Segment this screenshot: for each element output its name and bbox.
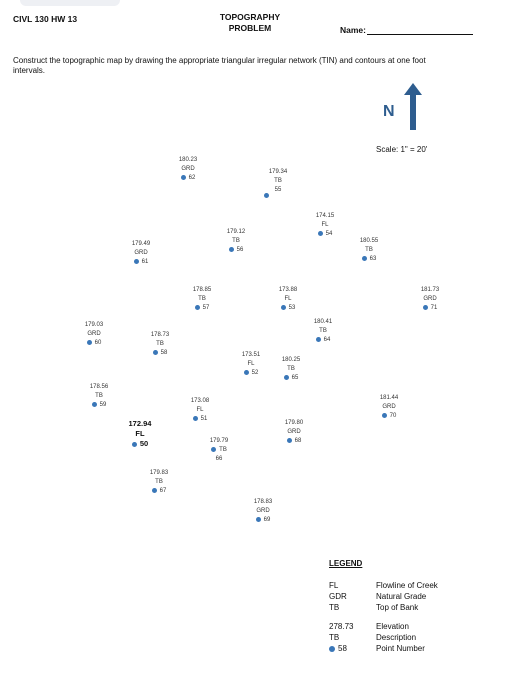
point-dot-icon bbox=[318, 231, 323, 236]
point-description: TB bbox=[95, 393, 103, 399]
point-number: 51 bbox=[200, 416, 208, 422]
point-dot-icon bbox=[152, 488, 157, 493]
survey-point bbox=[170, 397, 230, 424]
point-elevation: 178.56 bbox=[89, 384, 109, 390]
point-dot-icon bbox=[281, 305, 286, 310]
legend-dot-icon bbox=[329, 646, 335, 652]
point-elevation: 179.49 bbox=[131, 241, 151, 247]
page-title bbox=[200, 12, 300, 34]
point-elevation: 181.73 bbox=[420, 287, 440, 293]
point-dot-icon bbox=[316, 337, 321, 342]
north-arrow-icon bbox=[403, 83, 423, 131]
point-number: 58 bbox=[160, 350, 168, 356]
point-dot-icon bbox=[287, 438, 292, 443]
survey-point bbox=[233, 498, 293, 525]
survey-point bbox=[295, 212, 355, 239]
survey-point bbox=[189, 437, 249, 464]
top-tab-decoration bbox=[20, 0, 120, 6]
point-description: GRD bbox=[134, 250, 148, 256]
point-elevation: 178.83 bbox=[253, 499, 273, 505]
point-number: 57 bbox=[202, 305, 210, 311]
point-dot-icon bbox=[423, 305, 428, 310]
survey-point bbox=[261, 356, 321, 383]
point-number: 66 bbox=[215, 456, 223, 462]
point-description: TB bbox=[319, 328, 327, 334]
point-dot-icon bbox=[195, 305, 200, 310]
point-dot-icon bbox=[229, 247, 234, 252]
point-description: TB bbox=[287, 366, 295, 372]
title-line-1: TOPOGRAPHY bbox=[219, 12, 281, 22]
point-description: GRD bbox=[423, 296, 437, 302]
legend-row bbox=[329, 580, 476, 591]
point-number: 53 bbox=[288, 305, 296, 311]
point-elevation: 173.51 bbox=[241, 352, 261, 358]
legend-key: GDR bbox=[329, 592, 347, 601]
legend-title: LEGEND bbox=[329, 559, 363, 568]
point-dot-icon bbox=[284, 375, 289, 380]
point-description: FL bbox=[135, 429, 145, 438]
scale-label: Scale: 1" = 20' bbox=[376, 145, 428, 154]
point-number: 63 bbox=[369, 256, 377, 262]
legend-desc: Natural Grade bbox=[376, 592, 427, 601]
point-number: 64 bbox=[323, 337, 331, 343]
course-label: CIVL 130 HW 13 bbox=[13, 14, 78, 24]
survey-point bbox=[110, 419, 170, 449]
point-description: TB bbox=[156, 341, 164, 347]
point-dot-icon bbox=[153, 350, 158, 355]
survey-point bbox=[69, 383, 129, 410]
survey-point bbox=[158, 156, 218, 183]
point-number: 50 bbox=[139, 439, 149, 448]
point-description: GRD bbox=[256, 508, 270, 514]
point-elevation: 173.08 bbox=[190, 398, 210, 404]
point-description: TB bbox=[198, 296, 206, 302]
legend-example-desc: Elevation bbox=[376, 622, 409, 631]
legend-example-key: TB bbox=[329, 633, 340, 642]
point-elevation: 173.88 bbox=[278, 287, 298, 293]
point-dot-icon bbox=[193, 416, 198, 421]
survey-point bbox=[258, 286, 318, 313]
point-number: 65 bbox=[291, 375, 299, 381]
survey-point bbox=[400, 286, 460, 313]
legend-example-key bbox=[329, 643, 376, 654]
point-number: 52 bbox=[251, 370, 259, 376]
point-dot-icon bbox=[256, 517, 261, 522]
instructions-text: Construct the topographic map by drawing the appropriate triangular irregular network (TIN) and contours at one foot intervals. bbox=[13, 56, 426, 75]
point-description: GRD bbox=[87, 331, 101, 337]
point-dot-icon bbox=[362, 256, 367, 261]
point-number: 60 bbox=[94, 340, 102, 346]
point-elevation: 180.55 bbox=[359, 238, 379, 244]
legend-key: TB bbox=[329, 603, 340, 612]
point-elevation: 178.73 bbox=[150, 332, 170, 338]
point-description: GRD bbox=[382, 404, 396, 410]
point-dot-icon bbox=[264, 193, 269, 198]
point-number: 70 bbox=[389, 413, 397, 419]
point-number: 69 bbox=[263, 517, 271, 523]
point-number: 56 bbox=[236, 247, 244, 253]
survey-point bbox=[172, 286, 232, 313]
point-number: 71 bbox=[430, 305, 438, 311]
point-elevation: 181.44 bbox=[379, 395, 399, 401]
survey-point bbox=[206, 228, 266, 255]
survey-point bbox=[64, 321, 124, 348]
survey-point bbox=[359, 394, 419, 421]
name-label: Name: bbox=[340, 25, 366, 35]
point-dot-icon bbox=[244, 370, 249, 375]
point-number: 62 bbox=[188, 175, 196, 181]
point-elevation: 179.03 bbox=[84, 322, 104, 328]
legend-desc: Top of Bank bbox=[376, 603, 419, 612]
point-description: TB bbox=[219, 447, 227, 453]
point-description: TB bbox=[365, 247, 373, 253]
point-dot-icon bbox=[181, 175, 186, 180]
point-description: TB bbox=[232, 238, 240, 244]
title-line-2: PROBLEM bbox=[228, 23, 272, 33]
point-elevation: 178.85 bbox=[192, 287, 212, 293]
point-description: GRD bbox=[181, 166, 195, 172]
survey-point bbox=[293, 318, 353, 345]
point-number: 67 bbox=[159, 488, 167, 494]
legend-key: FL bbox=[329, 581, 339, 590]
survey-point bbox=[339, 237, 399, 264]
legend-example-row bbox=[329, 632, 476, 643]
legend-example-desc: Point Number bbox=[376, 644, 425, 653]
point-elevation: 180.41 bbox=[313, 319, 333, 325]
name-blank-line bbox=[367, 25, 473, 35]
north-indicator bbox=[383, 83, 433, 131]
point-number: 55 bbox=[274, 187, 282, 193]
legend-example-key: 278.73 bbox=[329, 622, 354, 631]
point-elevation: 179.80 bbox=[284, 420, 304, 426]
point-description: FL bbox=[196, 407, 204, 413]
legend-desc: Flowline of Creek bbox=[376, 581, 438, 590]
point-elevation: 174.15 bbox=[315, 213, 335, 219]
legend-row bbox=[329, 591, 476, 602]
survey-point bbox=[264, 419, 324, 446]
point-elevation: 180.25 bbox=[281, 357, 301, 363]
legend-example-row bbox=[329, 643, 476, 654]
point-description: FL bbox=[321, 222, 329, 228]
point-dot-icon bbox=[382, 413, 387, 418]
legend-example-number: 58 bbox=[338, 644, 347, 653]
legend bbox=[329, 559, 476, 654]
point-number: 54 bbox=[325, 231, 333, 237]
legend-example-desc: Description bbox=[376, 633, 417, 642]
point-description: FL bbox=[284, 296, 292, 302]
survey-point bbox=[111, 240, 171, 267]
point-number: 59 bbox=[99, 402, 107, 408]
point-number: 61 bbox=[141, 259, 149, 265]
point-description: TB bbox=[274, 178, 282, 184]
survey-point bbox=[248, 168, 308, 195]
legend-row bbox=[329, 602, 476, 613]
point-dot-icon bbox=[132, 442, 137, 447]
north-label: N bbox=[383, 103, 395, 120]
point-dot-icon bbox=[87, 340, 92, 345]
point-elevation: 179.79 bbox=[209, 438, 229, 444]
point-elevation: 172.94 bbox=[128, 419, 152, 428]
name-field bbox=[340, 25, 473, 35]
survey-point bbox=[129, 469, 189, 496]
survey-point bbox=[130, 331, 190, 358]
point-dot-icon bbox=[211, 447, 216, 452]
point-dot-icon bbox=[92, 402, 97, 407]
point-description: TB bbox=[155, 479, 163, 485]
point-description: FL bbox=[247, 361, 255, 367]
point-elevation: 179.34 bbox=[268, 169, 288, 175]
legend-example-row bbox=[329, 621, 476, 632]
point-description: GRD bbox=[287, 429, 301, 435]
point-dot-icon bbox=[134, 259, 139, 264]
point-elevation: 179.12 bbox=[226, 229, 246, 235]
point-elevation: 179.83 bbox=[149, 470, 169, 476]
point-elevation: 180.23 bbox=[178, 157, 198, 163]
point-number: 68 bbox=[294, 438, 302, 444]
